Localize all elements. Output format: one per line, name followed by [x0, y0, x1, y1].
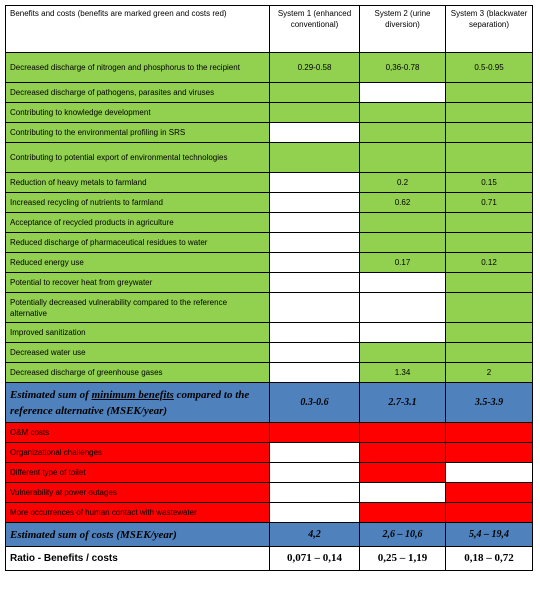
system3-cell: [446, 123, 533, 143]
system1-cell: [270, 123, 360, 143]
benefit-row: [6, 143, 533, 173]
benefit-row: [6, 213, 533, 233]
system3-cost-sum: 5,4 – 19,4: [446, 523, 533, 547]
system1-cell: [270, 503, 360, 523]
system3-ratio: 0,18 – 0,72: [446, 547, 533, 571]
cost-row: [6, 503, 533, 523]
benefit-sum-label-text: Estimated sum of: [10, 388, 92, 401]
cost-row: [6, 423, 533, 443]
system1-cell: [270, 143, 360, 173]
system3-cell: [446, 343, 533, 363]
system1-cell: [270, 103, 360, 123]
system1-cell: [270, 213, 360, 233]
benefit-row: [6, 83, 533, 103]
benefit-row: [6, 323, 533, 343]
system2-cell: 0.17: [360, 253, 446, 273]
system1-cell: [270, 173, 360, 193]
benefit-row: [6, 103, 533, 123]
cost-row: [6, 463, 533, 483]
system2-cell: [360, 443, 446, 463]
system2-ratio: 0,25 – 1,19: [360, 547, 446, 571]
benefit-row: [6, 273, 533, 293]
system1-cell: [270, 463, 360, 483]
benefit-row: [6, 293, 533, 323]
system3-cell: [446, 463, 533, 483]
system2-cell: [360, 323, 446, 343]
system2-cell: [360, 503, 446, 523]
system2-cell: [360, 103, 446, 123]
cost-label: Vulnerability at power outages: [6, 483, 270, 503]
benefit-row: [6, 253, 533, 273]
cost-row: [6, 483, 533, 503]
system1-cell: [270, 273, 360, 293]
system3-cell: [446, 143, 533, 173]
system2-cell: 0.62: [360, 193, 446, 213]
system1-cell: [270, 193, 360, 213]
system2-benefit-sum: 2.7-3.1: [360, 383, 446, 423]
system1-cell: [270, 443, 360, 463]
system2-cell: [360, 213, 446, 233]
system1-cell: [270, 83, 360, 103]
benefit-label: Potentially decreased vulnerability compared to the reference alternative: [6, 293, 270, 323]
benefit-row: [6, 53, 533, 83]
system2-cell: [360, 293, 446, 323]
system2-cell: [360, 483, 446, 503]
system3-cell: 0.5-0.95: [446, 53, 533, 83]
system3-cell: [446, 443, 533, 463]
benefit-row: [6, 193, 533, 213]
system3-cell: [446, 83, 533, 103]
header-row: [6, 6, 533, 53]
benefit-sum-label: [6, 383, 270, 423]
system3-cell: [446, 423, 533, 443]
system1-cost-sum: 4,2: [270, 523, 360, 547]
benefit-label: Potential to recover heat from greywater: [6, 273, 270, 293]
benefit-label: Decreased discharge of pathogens, parasites and viruses: [6, 83, 270, 103]
system3-cell: [446, 323, 533, 343]
system3-cell: [446, 273, 533, 293]
cost-label: More occurrences of human contact with wastewater: [6, 503, 270, 523]
system2-cell: [360, 273, 446, 293]
system2-cell: [360, 123, 446, 143]
system2-cost-sum: 2,6 – 10,6: [360, 523, 446, 547]
system2-cell: [360, 233, 446, 253]
header-label: Benefits and costs (benefits are marked green and costs red): [6, 6, 270, 53]
cost-label: O&M costs: [6, 423, 270, 443]
system2-cell: [360, 463, 446, 483]
benefit-row: [6, 233, 533, 253]
system2-cell: 0.2: [360, 173, 446, 193]
system3-cell: 0.12: [446, 253, 533, 273]
system3-cell: 0.15: [446, 173, 533, 193]
cost-sum-label: Estimated sum of costs (MSEK/year): [6, 523, 270, 547]
benefit-row: [6, 123, 533, 143]
system1-ratio: 0,071 – 0,14: [270, 547, 360, 571]
system3-benefit-sum: 3.5-3.9: [446, 383, 533, 423]
benefit-row: [6, 363, 533, 383]
benefit-label: Reduced discharge of pharmaceutical residues to water: [6, 233, 270, 253]
system3-cell: [446, 103, 533, 123]
benefit-label: Decreased water use: [6, 343, 270, 363]
ratio-row: [6, 547, 533, 571]
system3-cell: [446, 213, 533, 233]
benefit-row: [6, 343, 533, 363]
system3-cell: [446, 293, 533, 323]
system2-cell: [360, 423, 446, 443]
cost-sum-row: [6, 523, 533, 547]
system2-cell: [360, 83, 446, 103]
system2-cell: [360, 143, 446, 173]
header-system3: System 3 (blackwater separation): [446, 6, 533, 53]
system1-cell: [270, 253, 360, 273]
cost-label: Organizational challenges: [6, 443, 270, 463]
benefit-label: Decreased discharge of nitrogen and phosphorus to the recipient: [6, 53, 270, 83]
benefit-label: Contributing to potential export of environmental technologies: [6, 143, 270, 173]
benefit-label: Increased recycling of nutrients to farmland: [6, 193, 270, 213]
system2-cell: 1.34: [360, 363, 446, 383]
system3-cell: 2: [446, 363, 533, 383]
benefit-label: Decreased discharge of greenhouse gases: [6, 363, 270, 383]
benefit-label: Improved sanitization: [6, 323, 270, 343]
system1-cell: [270, 363, 360, 383]
benefit-label: Acceptance of recycled products in agriculture: [6, 213, 270, 233]
system3-cell: [446, 503, 533, 523]
system1-benefit-sum: 0.3-0.6: [270, 383, 360, 423]
system1-cell: [270, 483, 360, 503]
benefit-label: Contributing to knowledge development: [6, 103, 270, 123]
benefit-row: [6, 173, 533, 193]
system1-cell: [270, 293, 360, 323]
system1-cell: 0.29-0.58: [270, 53, 360, 83]
system1-cell: [270, 423, 360, 443]
ratio-label: Ratio - Benefits / costs: [6, 547, 270, 571]
benefits-costs-table: [5, 5, 533, 571]
header-system2: System 2 (urine diversion): [360, 6, 446, 53]
system2-cell: [360, 343, 446, 363]
benefit-label: Reduced energy use: [6, 253, 270, 273]
benefit-label: Reduction of heavy metals to farmland: [6, 173, 270, 193]
benefit-sum-label-emphasis: minimum benefits: [91, 388, 174, 401]
cost-row: [6, 443, 533, 463]
benefit-label: Contributing to the environmental profiling in SRS: [6, 123, 270, 143]
system1-cell: [270, 323, 360, 343]
header-system1: System 1 (enhanced conventional): [270, 6, 360, 53]
system3-cell: [446, 233, 533, 253]
system1-cell: [270, 233, 360, 253]
system3-cell: [446, 483, 533, 503]
benefit-sum-row: [6, 383, 533, 423]
cost-label: Different type of toilet: [6, 463, 270, 483]
system3-cell: 0.71: [446, 193, 533, 213]
system1-cell: [270, 343, 360, 363]
system2-cell: 0,36-0.78: [360, 53, 446, 83]
benefit-sum-label-rest: compared to the reference alternative (MSEK/year): [10, 388, 250, 417]
